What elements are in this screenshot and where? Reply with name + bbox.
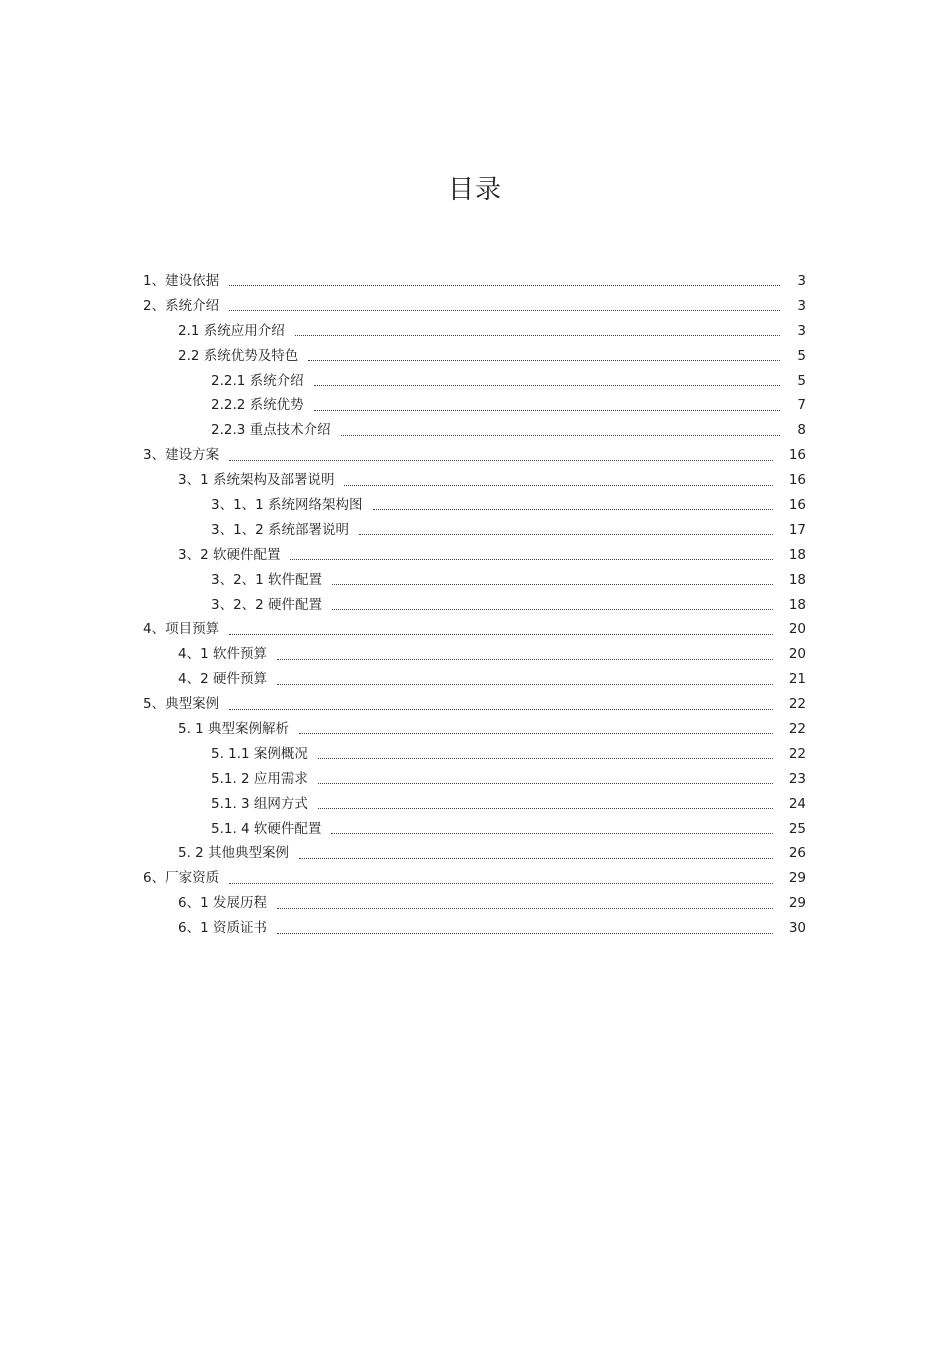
toc-entry-page: 22: [788, 696, 806, 713]
toc-entry-label: 3、1、1 系统网络架构图: [211, 497, 363, 514]
dot-leader: [229, 633, 773, 635]
toc-entry-label: 2.2.1 系统介绍: [211, 372, 304, 389]
dot-leader: [277, 932, 773, 934]
toc-entry-page: 3: [797, 297, 806, 314]
toc-entry-label: 3、建设方案: [143, 447, 220, 464]
toc-entry-page: 29: [788, 895, 806, 912]
toc-entry-label: 5、典型案例: [143, 696, 220, 713]
toc-entry-label: 5. 1.1 案例概况: [211, 745, 308, 762]
toc-entry[interactable]: [178, 642, 806, 667]
toc-entry[interactable]: [211, 393, 806, 418]
toc-entry-page: 18: [788, 596, 806, 613]
dot-leader: [229, 284, 780, 286]
toc-entry-label: 3、2 软硬件配置: [178, 546, 281, 563]
dot-leader: [277, 683, 773, 685]
toc-entry[interactable]: [211, 418, 806, 443]
dot-leader: [308, 359, 780, 361]
dot-leader: [290, 558, 773, 560]
toc-entry-page: 17: [788, 521, 806, 538]
toc-entry[interactable]: [178, 468, 806, 493]
toc-entry[interactable]: [143, 269, 806, 294]
toc-entry-page: 30: [788, 920, 806, 937]
toc-entry-label: 6、1 发展历程: [178, 895, 267, 912]
toc-entry-label: 2.1 系统应用介绍: [178, 322, 285, 339]
toc-entry-label: 5. 1 典型案例解析: [178, 721, 290, 738]
toc-entry-page: 24: [788, 795, 806, 812]
toc-entry-page: 3: [797, 322, 806, 339]
toc-entry[interactable]: [211, 518, 806, 543]
toc-entry-page: 20: [788, 621, 806, 638]
toc-entry-page: 8: [797, 422, 806, 439]
toc-entry-label: 6、厂家资质: [143, 870, 220, 887]
dot-leader: [229, 309, 780, 311]
toc-entry-label: 3、1、2 系统部署说明: [211, 521, 350, 538]
dot-leader: [331, 832, 773, 834]
toc-entry[interactable]: [143, 443, 806, 468]
dot-leader: [373, 508, 773, 510]
toc-entry[interactable]: [211, 493, 806, 518]
toc-entry[interactable]: [211, 792, 806, 817]
toc-entry-label: 2.2 系统优势及特色: [178, 347, 299, 364]
dot-leader: [332, 608, 773, 610]
dot-leader: [295, 334, 780, 336]
toc-title: 目录: [447, 175, 502, 205]
toc-entry[interactable]: [143, 692, 806, 717]
toc-entry[interactable]: [143, 294, 806, 319]
toc-entry-label: 5.1. 3 组网方式: [211, 795, 308, 812]
toc-entry-label: 6、1 资质证书: [178, 920, 267, 937]
dot-leader: [314, 384, 780, 386]
toc-entry[interactable]: [211, 369, 806, 394]
toc-entry[interactable]: [143, 617, 806, 642]
toc-entry[interactable]: [178, 717, 806, 742]
toc-entry-label: 3、1 系统架构及部署说明: [178, 472, 335, 489]
toc-entry-page: 18: [788, 546, 806, 563]
toc-entry-label: 4、1 软件预算: [178, 646, 267, 663]
table-of-contents: [0, 269, 950, 941]
toc-entry-page: 25: [788, 820, 806, 837]
dot-leader: [359, 533, 773, 535]
dot-leader: [314, 409, 780, 411]
toc-entry[interactable]: [178, 891, 806, 916]
toc-entry-label: 2.2.3 重点技术介绍: [211, 422, 331, 439]
dot-leader: [229, 459, 773, 461]
toc-entry[interactable]: [178, 667, 806, 692]
dot-leader: [318, 807, 773, 809]
toc-entry[interactable]: [211, 568, 806, 593]
dot-leader: [318, 782, 773, 784]
toc-entry-page: 5: [797, 347, 806, 364]
toc-entry-page: 22: [788, 745, 806, 762]
dot-leader: [299, 732, 773, 734]
toc-entry[interactable]: [143, 866, 806, 891]
toc-entry[interactable]: [178, 916, 806, 941]
toc-entry-page: 16: [788, 447, 806, 464]
toc-entry-label: 2、系统介绍: [143, 297, 220, 314]
dot-leader: [344, 484, 773, 486]
toc-entry[interactable]: [211, 742, 806, 767]
dot-leader: [277, 907, 773, 909]
toc-entry[interactable]: [211, 593, 806, 618]
toc-entry-label: 5.1. 4 软硬件配置: [211, 820, 322, 837]
toc-entry-page: 18: [788, 571, 806, 588]
toc-entry-page: 7: [797, 397, 806, 414]
dot-leader: [229, 882, 773, 884]
toc-entry-page: 23: [788, 770, 806, 787]
toc-entry-label: 3、2、1 软件配置: [211, 571, 323, 588]
toc-entry-label: 2.2.2 系统优势: [211, 397, 304, 414]
toc-entry-page: 29: [788, 870, 806, 887]
toc-entry[interactable]: [178, 319, 806, 344]
toc-entry[interactable]: [178, 543, 806, 568]
toc-entry-label: 5. 2 其他典型案例: [178, 845, 290, 862]
toc-entry-page: 20: [788, 646, 806, 663]
toc-entry-page: 26: [788, 845, 806, 862]
dot-leader: [318, 757, 773, 759]
toc-entry[interactable]: [211, 817, 806, 842]
toc-entry[interactable]: [211, 767, 806, 792]
toc-entry-page: 16: [788, 497, 806, 514]
toc-entry-label: 4、2 硬件预算: [178, 671, 267, 688]
dot-leader: [277, 658, 773, 660]
toc-entry-page: 21: [788, 671, 806, 688]
toc-entry-label: 5.1. 2 应用需求: [211, 770, 308, 787]
toc-entry[interactable]: [178, 344, 806, 369]
toc-entry-label: 3、2、2 硬件配置: [211, 596, 323, 613]
dot-leader: [299, 857, 773, 859]
toc-entry-label: 1、建设依据: [143, 273, 220, 289]
toc-entry-page: 5: [797, 372, 806, 389]
toc-entry-label: 4、项目预算: [143, 621, 220, 638]
dot-leader: [341, 434, 780, 436]
dot-leader: [332, 583, 773, 585]
toc-entry-page: 3: [797, 273, 806, 289]
toc-entry[interactable]: [178, 841, 806, 866]
toc-entry-page: 16: [788, 472, 806, 489]
toc-entry-page: 22: [788, 721, 806, 738]
dot-leader: [229, 708, 773, 710]
